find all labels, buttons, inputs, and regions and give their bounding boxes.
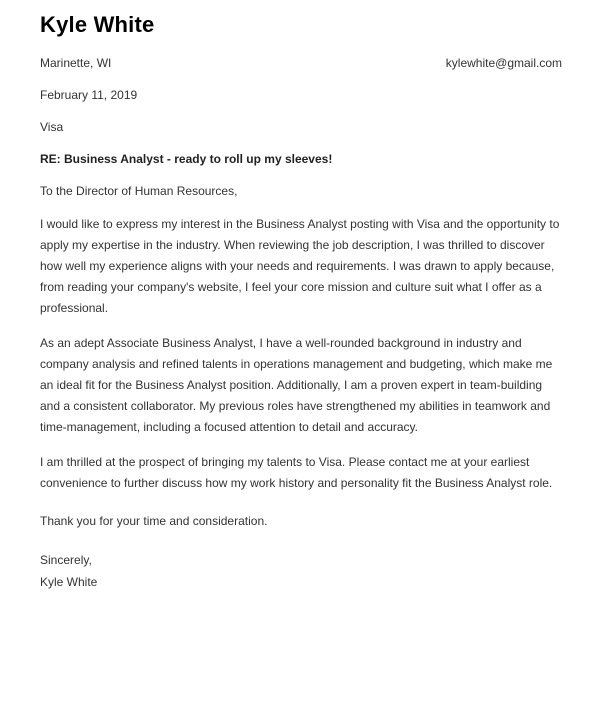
body-paragraph-3: I am thrilled at the prospect of bringing my talents to Visa. Please contact me at your earliest convenience to further discuss how my work history and personality fit the Business Analyst role.: [40, 455, 553, 490]
signoff-block: [40, 550, 562, 593]
closing-thanks: Thank you for your time and consideration.: [40, 514, 268, 528]
signature-name: Kyle White: [40, 574, 98, 589]
subject-line: RE: Business Analyst - ready to roll up my sleeves!: [40, 152, 333, 166]
contact-row: [40, 56, 562, 70]
sender-location: Marinette, WI: [40, 56, 112, 70]
salutation: To the Director of Human Resources,: [40, 184, 238, 198]
body-paragraph-2: As an adept Associate Business Analyst, I have a well-rounded background in industry and company analysis and refined talents in operations management and budgeting, which make me an ideal fit for the Business Analyst position. Additionally, I am a proven expert in team-building and a consistent collaborator. My previous roles have strengthened my abilities in teamwork and time-management, including a focused attention to detail and accuracy.: [40, 336, 553, 434]
sender-email: kylewhite@gmail.com: [445, 56, 562, 70]
valediction: Sincerely,: [40, 553, 92, 567]
letter-date: February 11, 2019: [40, 88, 138, 102]
recipient-company: Visa: [40, 120, 64, 134]
body-paragraph-1: I would like to express my interest in the Business Analyst posting with Visa and the opportunity to apply my expertise in the industry. When reviewing the job description, I was thrilled to discover how well my experience aligns with your needs and requirements. I was drawn to apply because, from reading your company's website, I feel your core mission and culture suit what I offer as a professional.: [40, 217, 560, 315]
sender-name-heading: Kyle White: [40, 12, 155, 37]
